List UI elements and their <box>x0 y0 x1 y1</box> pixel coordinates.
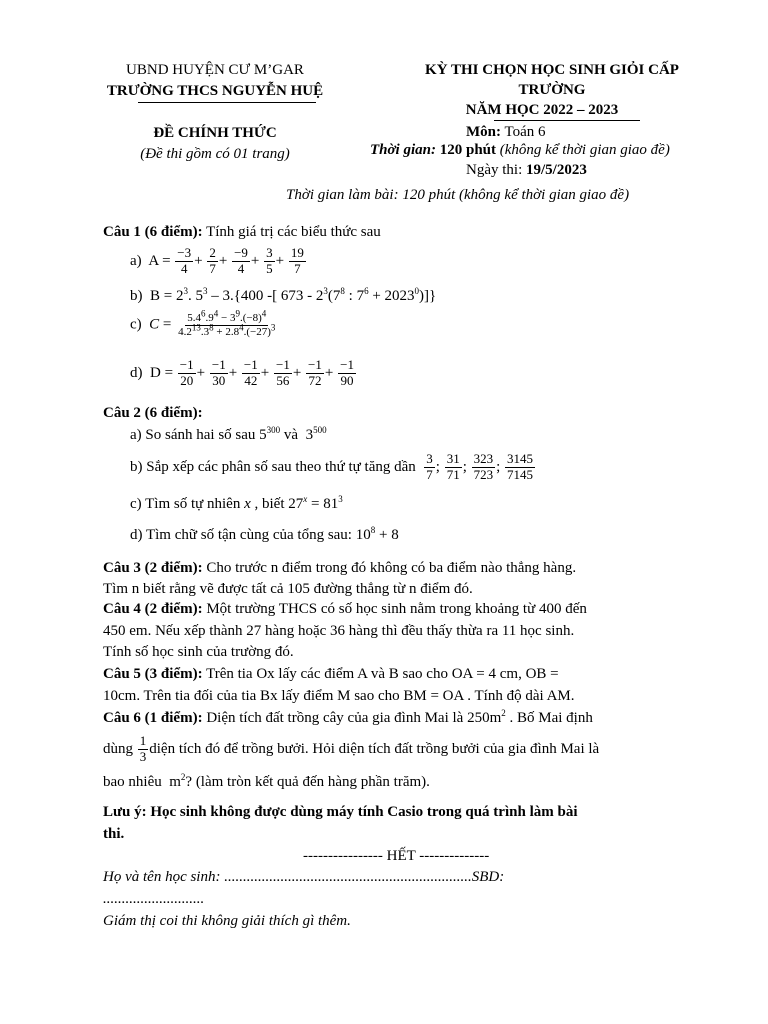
student-name-line: Họ và tên học sinh: ..................................................................SBD: <box>103 869 505 885</box>
q6-text3a: bao nhiêu <box>103 774 162 790</box>
q6-text3b: ? (làm tròn kết quả đến hàng phần trăm). <box>185 774 430 790</box>
time-note: (không kể thời gian giao đề) <box>499 142 670 158</box>
school-name-text: TRƯỜNG THCS NGUYỄN HUỆ <box>106 83 324 99</box>
time-line <box>370 142 670 159</box>
q2-b: b) Sắp xếp các phân số sau theo thứ tự tăng dần $\frac{3}{7}$ ; $\frac{31}{71}$ ; $\frac{323}{723}$ ; $\frac{3145}{7145}$ <box>130 451 534 482</box>
date-value: 19/5/2023 <box>526 162 587 178</box>
q5-line1 <box>103 666 559 683</box>
q3-title: Câu 3 (2 điểm): <box>103 560 203 576</box>
q2-d-text: d) Tìm chữ số tận cùng của tổng sau: <box>130 527 352 543</box>
fraction: $\frac{-1}{72}$ <box>308 357 322 388</box>
fraction: $\frac{1}{3}$ <box>139 733 147 764</box>
fraction: $\frac{-9}{4}$ <box>234 245 248 276</box>
q1-c-label: c) <box>130 316 142 333</box>
year-underline <box>494 120 640 121</box>
q1-a-expression: a) A = $\frac{-3}{4}$ + $\frac{2}{7}$ + $\frac{-9}{4}$ + $\frac{3}{5}$ + $\frac{19}{7}$ <box>130 245 304 276</box>
q1-b-expression: b) $B = 2^3$. $5^3 - 3.\{400$ -[ $673 - 2^3(7^8$ : $7^6 + 2023^0$)]} <box>130 286 437 304</box>
q3-text1: Cho trước n điểm trong đó không có ba điểm nào thẳng hàng. <box>206 560 577 576</box>
district-name: UBND HUYỆN CƯ M’GAR <box>126 62 304 78</box>
school-name <box>70 83 360 100</box>
q6-unit: m <box>169 774 181 790</box>
q6-area: 250m <box>467 710 502 726</box>
q4-title: Câu 4 (2 điểm): <box>103 601 203 617</box>
q1-a-label: a) <box>130 252 142 269</box>
exam-title-line2: TRƯỜNG <box>518 82 586 98</box>
q3-line1 <box>103 560 576 577</box>
q4-line2: 450 em. Nếu xếp thành 27 hàng hoặc 36 hàng thì đều thấy thừa ra 11 học sinh. <box>103 623 575 639</box>
q3-line2: Tìm n biết rằng vẽ được tất cả 105 đường thẳng từ n điểm đó. <box>103 581 473 597</box>
fraction: $\frac{2}{7}$ <box>209 245 216 276</box>
q5-text1: Trên tia Ox lấy các điểm A và B sao cho OA = 4 cm, OB = <box>206 666 559 682</box>
q2-b-text: b) Sắp xếp các phân số sau theo thứ tự tăng dần <box>130 458 416 475</box>
fraction: $\frac{-1}{56}$ <box>275 357 290 388</box>
q6-line3: bao nhiêu $m^2$? (làm tròn kết quả đến hàng phần trăm). <box>103 772 430 790</box>
fraction: $\frac{-1}{90}$ <box>340 357 354 388</box>
q2-title: Câu 2 (6 điểm): <box>103 405 203 421</box>
q6-title: Câu 6 (1 điểm): <box>103 710 203 726</box>
q2-a: a) So sánh hai số sau $5^{300}$ và $3^{500}$ <box>130 425 327 443</box>
q6-text2a: dùng <box>103 740 133 757</box>
q4-line1 <box>103 601 587 618</box>
fraction: $\frac{-3}{4}$ <box>177 245 192 276</box>
school-year: NĂM HỌC 2022 – 2023 <box>465 102 619 118</box>
q2-a-and: và <box>283 427 299 443</box>
work-time-line: Thời gian làm bài: 120 phút (không kể thời gian giao đề) <box>286 187 630 203</box>
fraction: $\frac{-1}{42}$ <box>243 357 258 388</box>
end-mark: ---------------- HẾT -------------- <box>303 848 490 864</box>
fraction: $\frac{-1}{30}$ <box>211 357 226 388</box>
official-label: ĐỀ CHÍNH THỨC <box>153 125 277 141</box>
time-label: Thời gian: <box>370 142 436 158</box>
q4-text1: Một trường THCS có số học sinh nằm trong khoảng từ 400 đến <box>206 601 587 617</box>
subject-value: Toán 6 <box>504 124 546 140</box>
q1-title: Câu 1 (6 điểm): <box>103 224 203 240</box>
q1-d-label: d) <box>130 364 143 381</box>
q1-c-expression: c) C = $\frac{5.4^6.9^4 - 3^9.(-8)^4}{4.2^{13}.3^8 + 2.8^4.(-27)^3}$ <box>130 308 276 338</box>
q4-line3: Tính số học sinh của trường đó. <box>103 644 294 660</box>
fraction: $\frac{3145}{7145}$ <box>507 451 534 482</box>
q5-line2: 10cm. Trên tia đối của tia Bx lấy điểm M sao cho BM = OA . Tính độ dài AM. <box>103 688 575 704</box>
exam-date-line <box>466 162 587 179</box>
q2-c: c) Tìm số tự nhiên x , biết $27^x = 81^3$ <box>130 494 343 512</box>
q1-b-label: b) <box>130 288 143 304</box>
fraction: $\frac{19}{7}$ <box>290 245 304 276</box>
q6-line2 <box>103 734 599 765</box>
page-count-note: (Đề thi gồm có 01 trang) <box>140 146 290 162</box>
subject-line <box>466 124 546 141</box>
q2-a-text: a) So sánh hai số sau <box>130 427 256 443</box>
q1-heading <box>103 224 381 241</box>
student-dots: ........................... <box>103 891 205 907</box>
fraction: $\frac{323}{723}$ <box>473 451 494 482</box>
note-line1: Lưu ý: Học sinh không được dùng máy tính Casio trong quá trình làm bài <box>103 804 578 820</box>
fraction: $\frac{31}{71}$ <box>446 451 460 482</box>
q6-text2b: diện tích đó để trồng bưởi. Hỏi diện tích đất trồng bưởi của gia đình Mai là <box>149 740 600 757</box>
subject-label: Môn: <box>466 124 501 140</box>
proctor-note: Giám thị coi thi không giải thích gì thêm. <box>103 913 351 929</box>
school-underline <box>138 102 316 103</box>
fraction: $\frac{5.4^6.9^4 - 3^9.(-8)^4}{4.2^{13}.3^8 + 2.8^4.(-27)^3}$ <box>178 308 276 338</box>
date-label: Ngày thi: <box>466 162 523 178</box>
q6-text1: Diện tích đất trồng cây của gia đình Mai là <box>206 710 464 726</box>
fraction: $\frac{-1}{20}$ <box>179 357 194 388</box>
q6-line1: Câu 6 (1 điểm): Diện tích đất trồng cây của gia đình Mai là $250m^2$ . Bố Mai định <box>103 708 593 726</box>
q2-d: d) Tìm chữ số tận cùng của tổng sau: $10^8 + 8$ <box>130 525 399 543</box>
time-value: 120 phút <box>439 142 497 158</box>
q1-text: Tính giá trị các biểu thức sau <box>206 224 381 240</box>
fraction: $\frac{3}{7}$ <box>426 451 433 482</box>
q5-title: Câu 5 (3 điểm): <box>103 666 203 682</box>
fraction: $\frac{3}{5}$ <box>266 245 273 276</box>
q2-c-text: c) Tìm số tự nhiên <box>130 496 241 512</box>
exam-title-line1: KỲ THI CHỌN HỌC SINH GIỎI CẤP <box>425 62 679 78</box>
q2-c-mid: , biết <box>254 496 285 512</box>
q1-d-expression: d) D = $\frac{-1}{20}$ + $\frac{-1}{30}$ + $\frac{-1}{42}$ + $\frac{-1}{56}$ + $\frac{-1}{72}$ + $\frac{-1}{90}$ <box>130 357 354 388</box>
q6-text1b: . Bố Mai định <box>509 710 593 726</box>
note-line2: thi. <box>103 826 125 842</box>
